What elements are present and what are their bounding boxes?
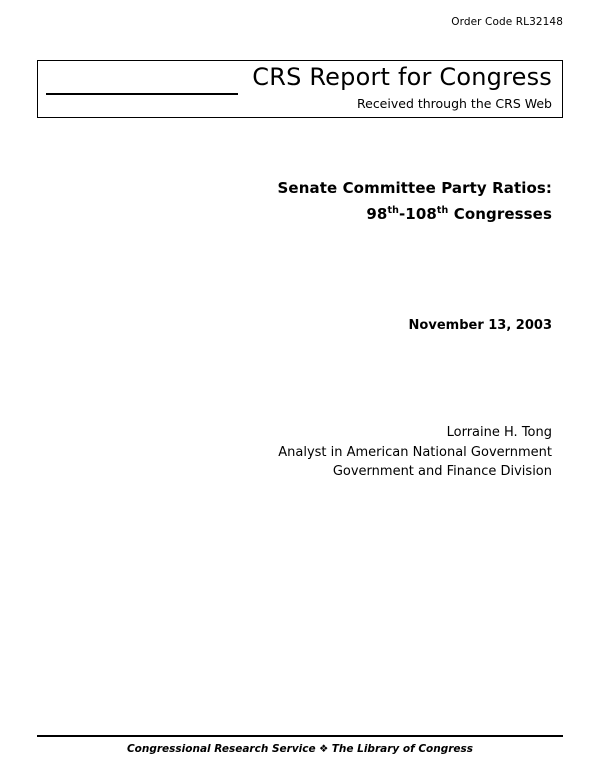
report-title-line-2 <box>40 201 552 227</box>
author-division: Government and Finance Division <box>332 464 552 479</box>
report-title <box>40 175 552 227</box>
footer <box>37 743 563 755</box>
congress-start-number: 98 <box>366 205 388 223</box>
author-block <box>40 423 552 482</box>
masthead-box <box>37 60 563 118</box>
report-title-line-1: Senate Committee Party Ratios: <box>277 179 552 197</box>
footer-agency: Congressional Research Service <box>126 743 316 755</box>
author-name: Lorraine H. Tong <box>446 425 552 440</box>
report-date: November 13, 2003 <box>408 318 552 333</box>
congress-label: Congresses <box>448 205 552 223</box>
masthead-subtitle: Received through the CRS Web <box>357 96 552 111</box>
footer-institution: The Library of Congress <box>331 743 474 755</box>
diamond-icon: ❖ <box>315 743 332 755</box>
congress-start-ordinal: th <box>387 205 399 216</box>
author-role: Analyst in American National Government <box>278 444 552 460</box>
congress-range-separator: -108 <box>398 205 437 223</box>
masthead-divider <box>46 93 238 95</box>
footer-divider <box>37 735 563 737</box>
congress-end-ordinal: th <box>436 205 449 216</box>
masthead-title: CRS Report for Congress <box>252 63 552 91</box>
order-code: Order Code RL32148 <box>451 16 563 28</box>
